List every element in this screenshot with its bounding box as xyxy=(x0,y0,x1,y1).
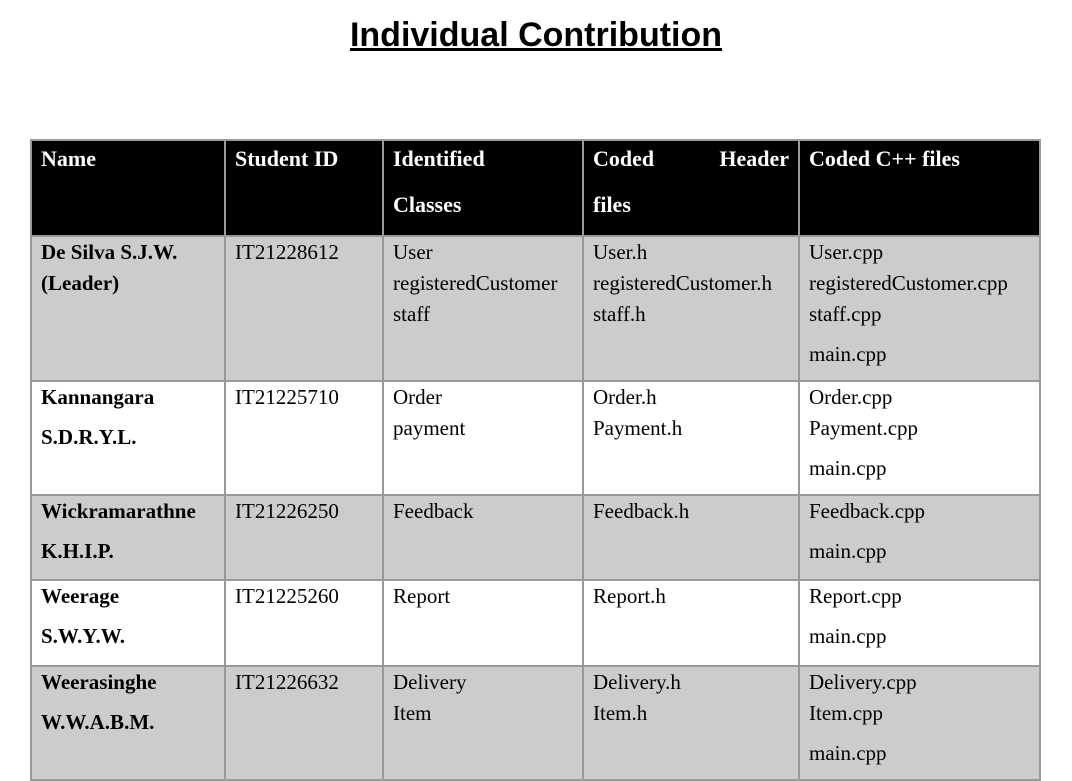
name-line: S.D.R.Y.L. xyxy=(41,425,137,449)
name-line: Weerasinghe xyxy=(41,670,157,694)
student-id: IT21228612 xyxy=(235,240,339,264)
header-word: Coded xyxy=(593,146,655,171)
classes-cell xyxy=(383,580,583,666)
header-label xyxy=(593,143,789,189)
contribution-table xyxy=(30,139,1041,781)
student-id: IT21226250 xyxy=(235,499,339,523)
header-file: Report.h xyxy=(593,584,666,608)
id-cell xyxy=(225,495,383,580)
id-cell xyxy=(225,666,383,780)
table-row xyxy=(31,381,1040,495)
cpp-file: Report.cpp xyxy=(809,584,902,608)
header-file: staff.h xyxy=(593,302,646,326)
table-row xyxy=(31,236,1040,381)
class-item: Item xyxy=(393,701,432,725)
name-cell xyxy=(31,495,225,580)
header-cpp-files xyxy=(799,140,1040,236)
cpp-file: Feedback.cpp xyxy=(809,499,926,523)
cpp-cell xyxy=(799,580,1040,666)
header-label: Student ID xyxy=(235,146,339,171)
header-label: Coded C++ files xyxy=(809,146,960,171)
header-label: Classes xyxy=(393,192,462,217)
headers-cell xyxy=(583,381,799,495)
id-cell xyxy=(225,236,383,381)
class-item: Order xyxy=(393,385,442,409)
header-file: registeredCustomer.h xyxy=(593,271,773,295)
cpp-file: Item.cpp xyxy=(809,701,884,725)
name-cell xyxy=(31,381,225,495)
cpp-cell xyxy=(799,495,1040,580)
cpp-cell xyxy=(799,666,1040,780)
headers-cell xyxy=(583,580,799,666)
cpp-file: main.cpp xyxy=(809,342,887,366)
cpp-cell xyxy=(799,236,1040,381)
header-file: Feedback.h xyxy=(593,499,690,523)
header-file: Item.h xyxy=(593,701,648,725)
header-row xyxy=(31,140,1040,236)
header-file: User.h xyxy=(593,240,648,264)
cpp-file: main.cpp xyxy=(809,539,887,563)
name-cell xyxy=(31,236,225,381)
header-name xyxy=(31,140,225,236)
cpp-file: main.cpp xyxy=(809,456,887,480)
student-id: IT21226632 xyxy=(235,670,339,694)
name-line: Wickramarathne xyxy=(41,499,196,523)
class-item: staff xyxy=(393,302,430,326)
headers-cell xyxy=(583,495,799,580)
header-classes xyxy=(383,140,583,236)
cpp-file: registeredCustomer.cpp xyxy=(809,271,1008,295)
page-title: Individual Contribution xyxy=(349,16,723,54)
headers-cell xyxy=(583,666,799,780)
id-cell xyxy=(225,580,383,666)
cpp-file: main.cpp xyxy=(809,741,887,765)
name-cell xyxy=(31,580,225,666)
cpp-file: User.cpp xyxy=(809,240,884,264)
class-item: Report xyxy=(393,584,451,608)
cpp-cell xyxy=(799,381,1040,495)
header-file: Payment.h xyxy=(593,416,683,440)
headers-cell xyxy=(583,236,799,381)
class-item: Feedback xyxy=(393,499,474,523)
cpp-file: main.cpp xyxy=(809,624,887,648)
classes-cell xyxy=(383,666,583,780)
table-row xyxy=(31,495,1040,580)
cpp-file: staff.cpp xyxy=(809,302,882,326)
student-id: IT21225710 xyxy=(235,385,339,409)
header-label: Name xyxy=(41,146,96,171)
cpp-file: Payment.cpp xyxy=(809,416,919,440)
class-item: registeredCustomer xyxy=(393,271,558,295)
classes-cell xyxy=(383,495,583,580)
header-word: Header xyxy=(719,146,789,171)
name-line: W.W.A.B.M. xyxy=(41,710,155,734)
name-line: K.H.I.P. xyxy=(41,539,114,563)
header-label: files xyxy=(593,192,631,217)
table-row xyxy=(31,580,1040,666)
name-line: Weerage xyxy=(41,584,120,608)
header-file: Order.h xyxy=(593,385,657,409)
cpp-file: Order.cpp xyxy=(809,385,893,409)
classes-cell xyxy=(383,381,583,495)
id-cell xyxy=(225,381,383,495)
name-line: S.W.Y.W. xyxy=(41,624,126,648)
header-header-files xyxy=(583,140,799,236)
name-line: De Silva S.J.W. xyxy=(41,240,178,264)
class-item: User xyxy=(393,240,433,264)
student-id: IT21225260 xyxy=(235,584,339,608)
cpp-file: Delivery.cpp xyxy=(809,670,917,694)
header-label: Identified xyxy=(393,146,485,171)
table-row xyxy=(31,666,1040,780)
header-student-id xyxy=(225,140,383,236)
class-item: Delivery xyxy=(393,670,467,694)
header-file: Delivery.h xyxy=(593,670,681,694)
name-cell xyxy=(31,666,225,780)
class-item: payment xyxy=(393,416,466,440)
classes-cell xyxy=(383,236,583,381)
name-line: (Leader) xyxy=(41,271,120,295)
name-line: Kannangara xyxy=(41,385,155,409)
